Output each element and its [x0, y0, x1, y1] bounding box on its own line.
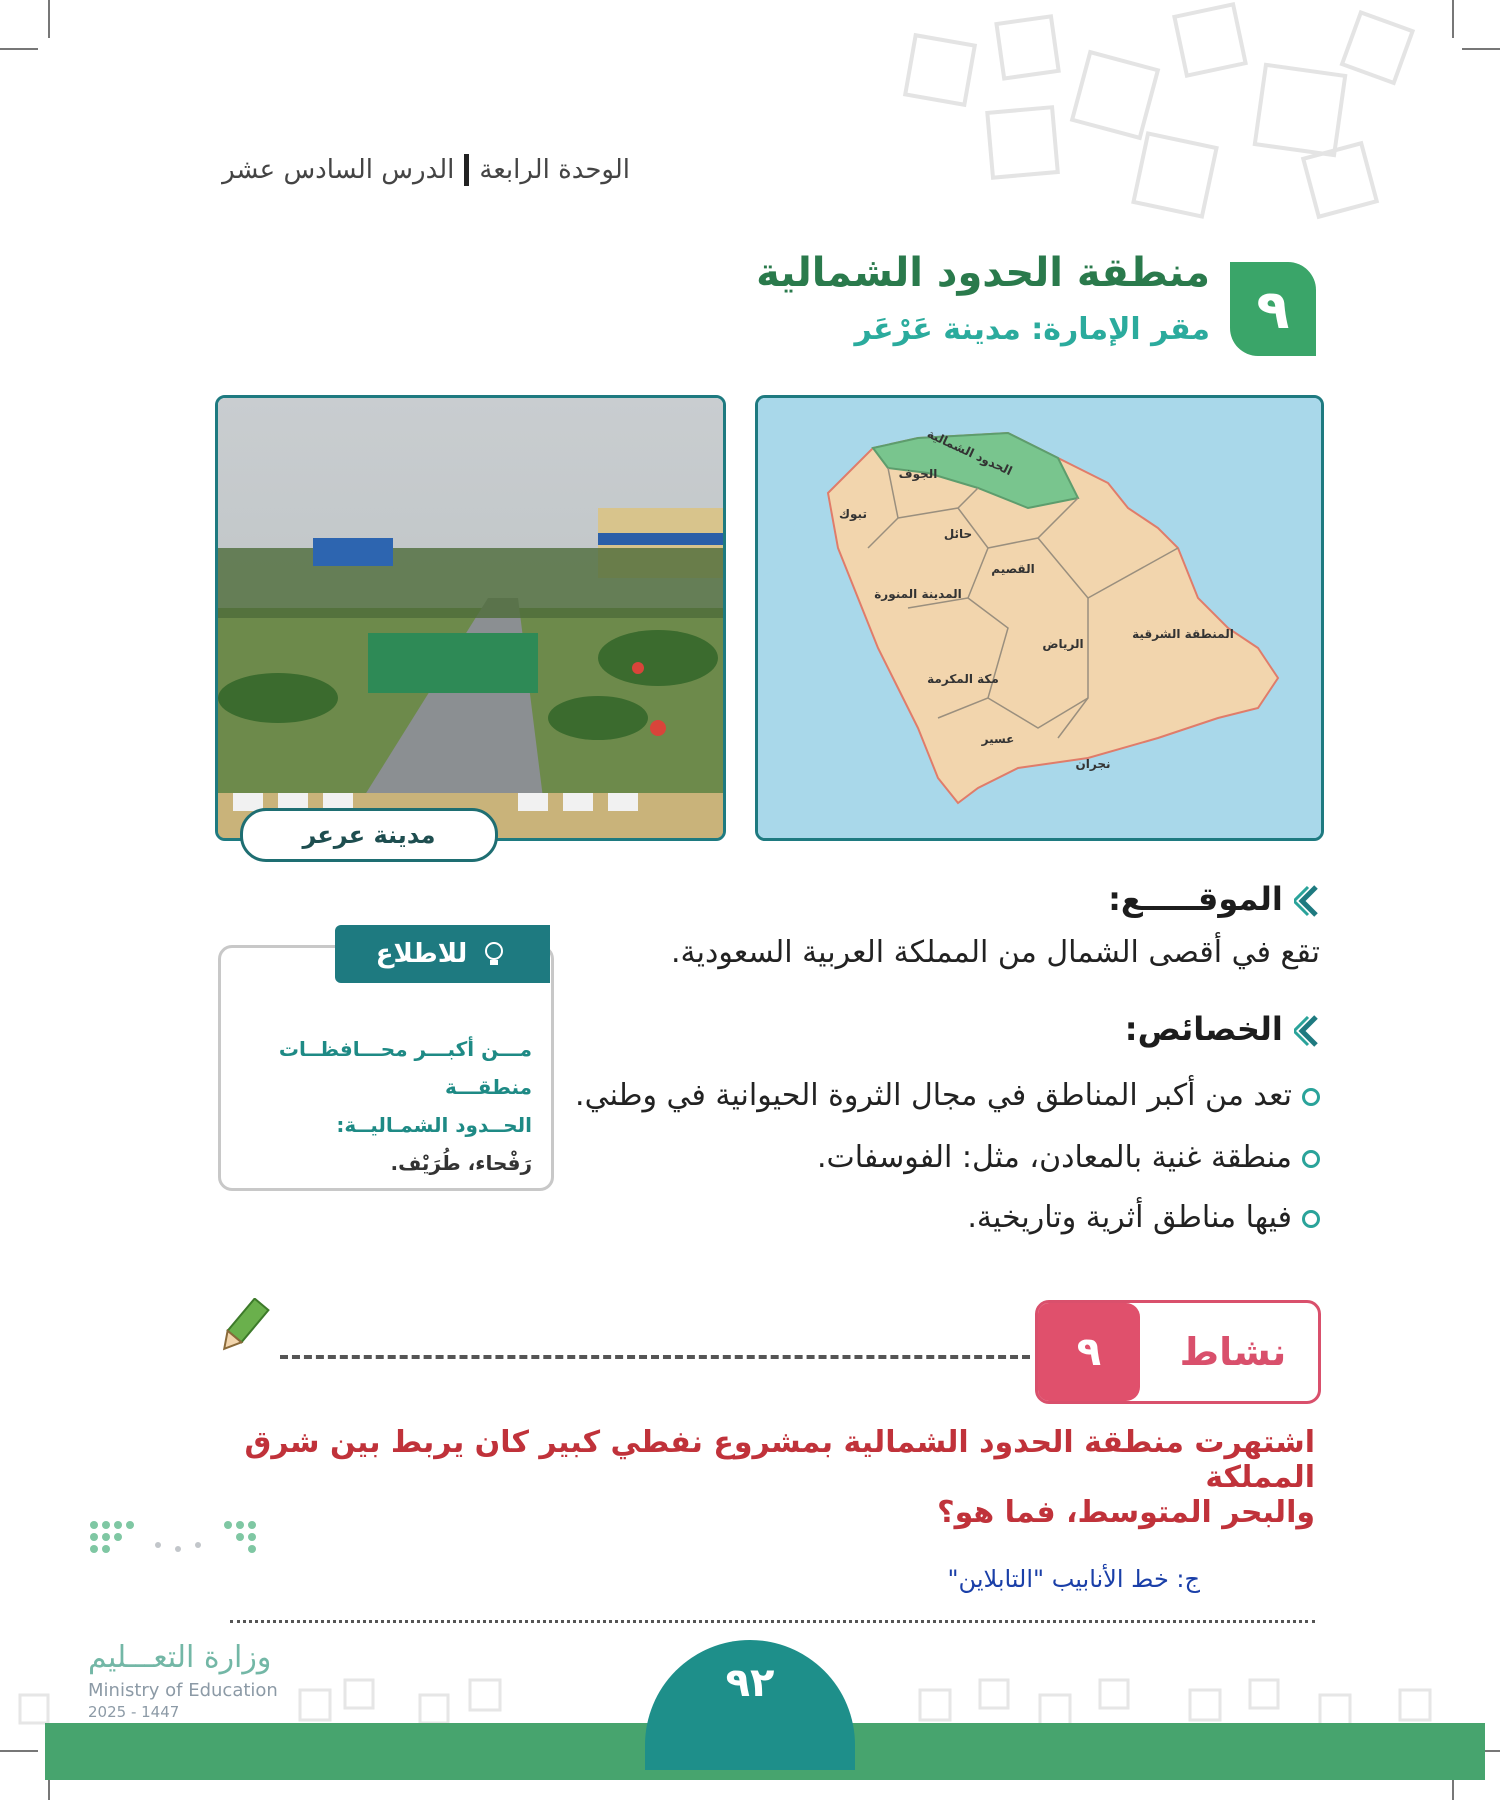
chevron-left-icon [1294, 1013, 1320, 1049]
map-label: حائل [943, 527, 973, 541]
info-tag [335, 925, 550, 983]
chevron-left-icon [1294, 883, 1320, 919]
photo-caption: مدينة عرعر [240, 808, 498, 862]
activity-number: ٩ [1038, 1303, 1140, 1401]
features-heading [1000, 1010, 1320, 1049]
map-label: تبوك [839, 507, 867, 521]
map-label: عسير [981, 732, 1015, 746]
ministry-year: 2025 - 1447 [88, 1703, 180, 1721]
section-title: منطقة الحدود الشمالية [756, 250, 1210, 296]
map-label: الرياض [1042, 637, 1084, 651]
bullet-icon [1302, 1150, 1320, 1168]
section-subtitle: مقر الإمارة: مدينة عَرْعَر [854, 312, 1210, 347]
activity-label: نشاط [1179, 1330, 1287, 1374]
activity-box [1035, 1300, 1321, 1404]
ministry-name-english: Ministry of Education [88, 1680, 278, 1701]
city-photo [215, 395, 726, 841]
crop-mark [0, 48, 38, 50]
info-text [232, 1030, 532, 1182]
map-label: المنطقة الشرقية [1132, 627, 1234, 641]
feature-text: منطقة غنية بالمعادن، مثل: الفوسفات. [816, 1140, 1292, 1175]
map-label: الجوف [898, 467, 938, 481]
section-number-badge: ٩ [1230, 262, 1316, 356]
breadcrumb [210, 150, 630, 190]
feature-item [560, 1200, 1320, 1235]
info-line: مـــن أكبـــر محـــافظــات منطقـــة [278, 1037, 532, 1099]
feature-text: تعد من أكبر المناطق في مجال الثروة الحيوانية في وطني. [575, 1078, 1292, 1113]
map-label: المدينة المنورة [874, 587, 962, 601]
dashed-divider [280, 1355, 1030, 1359]
lightbulb-icon [479, 939, 509, 969]
lesson-label: الدرس السادس عشر [222, 155, 455, 185]
page-number: ٩٢ [725, 1660, 775, 1706]
crop-mark [1462, 48, 1500, 50]
crop-mark [1452, 0, 1454, 38]
feature-item [560, 1078, 1320, 1113]
activity-question-line2: والبحر المتوسط، فما هو؟ [937, 1495, 1315, 1530]
crop-mark [0, 1750, 38, 1752]
location-text: تقع في أقصى الشمال من المملكة العربية السعودية. [671, 935, 1320, 970]
ministry-name-arabic: وزارة التعـــليم [88, 1640, 272, 1675]
map-label: القصيم [991, 562, 1035, 576]
map-label: مكة المكرمة [927, 672, 999, 686]
features-heading-text: الخصائص: [1124, 1010, 1283, 1048]
location-heading [1000, 880, 1320, 919]
map-label: نجران [1075, 757, 1111, 771]
unit-label: الوحدة الرابعة [479, 155, 630, 185]
activity-question-line1: اشتهرت منطقة الحدود الشمالية بمشروع نفطي كبير كان يربط بين شرق المملكة [244, 1425, 1315, 1495]
crop-mark [48, 0, 50, 38]
info-line: رَفْحاء، طُرَيْف. [390, 1151, 532, 1175]
answer-text: "ج: خط الأنابيب "التابلاين [947, 1565, 1200, 1593]
decorative-squares [880, 0, 1440, 230]
info-tag-label: للاطلاع [375, 939, 468, 969]
ministry-logo-icon [88, 1515, 268, 1570]
location-heading-text: الموقـــــع: [1108, 880, 1283, 918]
regions-map [755, 395, 1324, 841]
feature-text: فيها مناطق أثرية وتاريخية. [967, 1200, 1292, 1235]
info-line: الحــدود الشمـاليــة: [336, 1113, 532, 1137]
bullet-icon [1302, 1210, 1320, 1228]
pencil-icon [215, 1298, 271, 1358]
bullet-icon [1302, 1088, 1320, 1106]
map-label: الحدود الشمالية [925, 426, 1015, 479]
breadcrumb-separator [464, 154, 469, 186]
feature-item [560, 1140, 1320, 1175]
